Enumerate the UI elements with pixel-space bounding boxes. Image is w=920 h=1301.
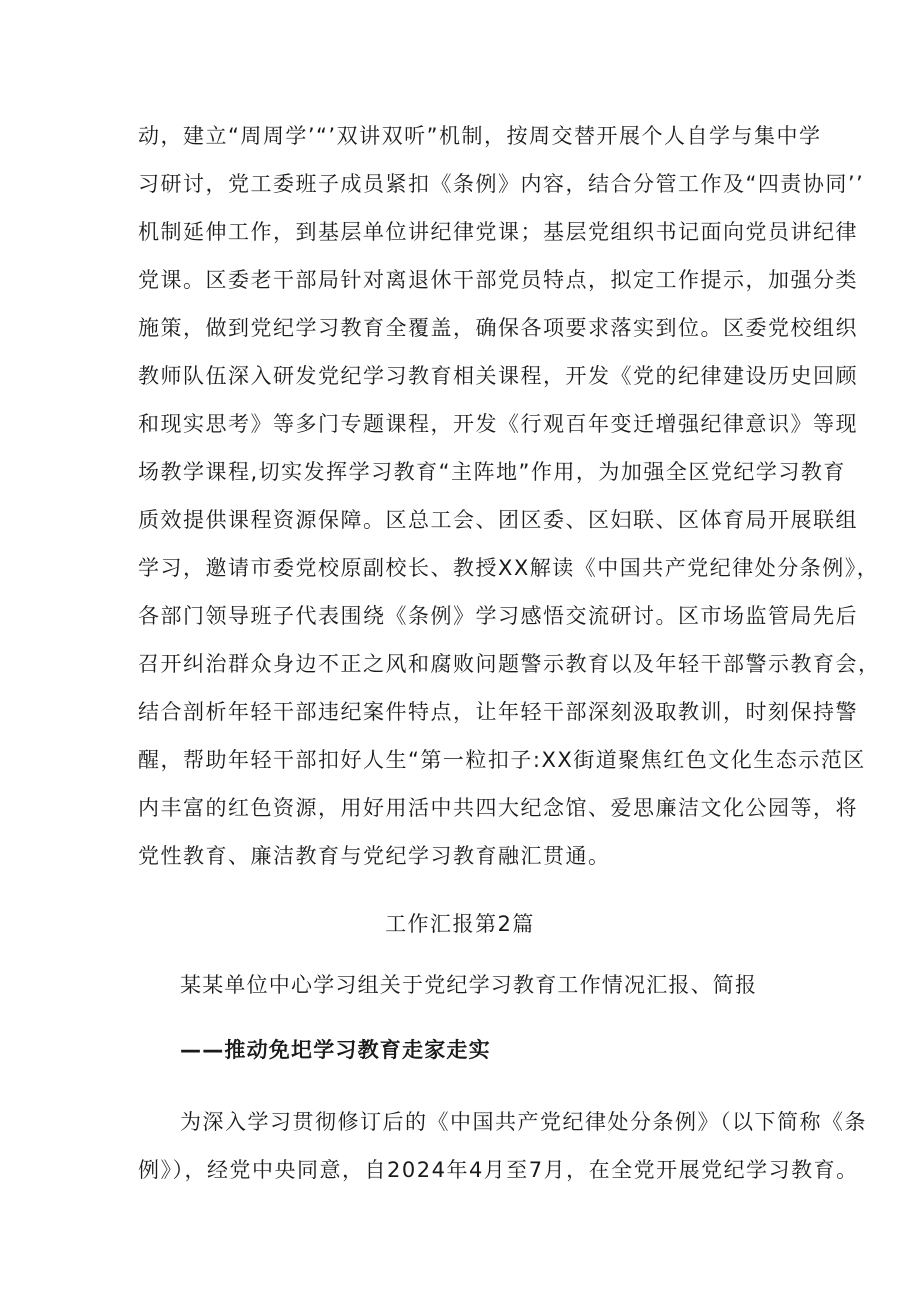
paragraph-line: 结合剖析年轻干部违纪案件特点，让年轻干部深刻汲取教训，时刻保持警 (138, 700, 858, 724)
paragraph-line: 质效提供课程资源保障。区总工会、团区委、区妇联、区体育局开展联组 (138, 508, 858, 532)
body-paragraph (138, 112, 881, 880)
paragraph-line: 和现实思考》等多门专题课程，开发《行观百年变迁增强纪律意识》等现 (138, 412, 858, 436)
paragraph-line: 召开纠治群众身边不正之风和腐败问题警示教育以及年轻干部警示教育会， (138, 652, 881, 676)
document-subtitle: ——推动免圯学习教育走家走实 (180, 1038, 491, 1062)
paragraph-line: 党性教育、廉洁教育与党纪学习教育融汇贯通。 (138, 844, 611, 868)
paragraph-line: 醒，帮助年轻干部扣好人生“第一粒扣子:XX街道聚焦红色文化生态示范区 (138, 748, 866, 772)
paragraph-line: 场教学课程,切实发挥学习教育“主阵地”作用，为加强全区党纪学习教育 (138, 460, 846, 484)
paragraph-line: 动，建立“周周学’“’双讲双听”机制，按周交替开展个人自学与集中学 (138, 124, 822, 148)
section-title: 工作汇报第2篇 (385, 912, 535, 936)
paragraph-line: 施策，做到党纪学习教育全覆盖，确保各项要求落实到位。区委党校组织 (138, 316, 858, 340)
paragraph-line: 教师队伍深入研发党纪学习教育相关课程，开发《党的纪律建设历史回顾 (138, 364, 858, 388)
paragraph-line: 党课。区委老干部局针对离退休干部党员特点，拟定工作提示，加强分类 (138, 268, 858, 292)
paragraph-line: 为深入学习贯彻修订后的《中国共产党纪律处分条例》（以下简称《条 (180, 1110, 867, 1134)
paragraph-line: 各部门领导班子代表围绕《条例》学习感悟交流研讨。区市场监管局先后 (138, 604, 858, 628)
paragraph-line: 内丰富的红色资源，用好用活中共四大纪念馆、爱思廉洁文化公园等，将 (138, 796, 858, 820)
paragraph-line: 机制延伸工作，到基层单位讲纪律党课；基层党组织书记面向党员讲纪律 (138, 220, 858, 244)
document-title: 某某单位中心学习组关于党纪学习教育工作情况汇报、简报 (180, 973, 758, 997)
paragraph-line: 学习，邀请市委党校原副校长、教授XX解读《中国共产党纪律处分条例》， (138, 556, 880, 580)
paragraph-line: 例》），经党中央同意，自2024年4月至7月，在全党开展党纪学习教育。 (138, 1158, 859, 1182)
paragraph-line: 习研讨，党工委班子成员紧扣《条例》内容，结合分管工作及“四责协同’’ (138, 172, 865, 196)
intro-paragraph (138, 1098, 867, 1194)
